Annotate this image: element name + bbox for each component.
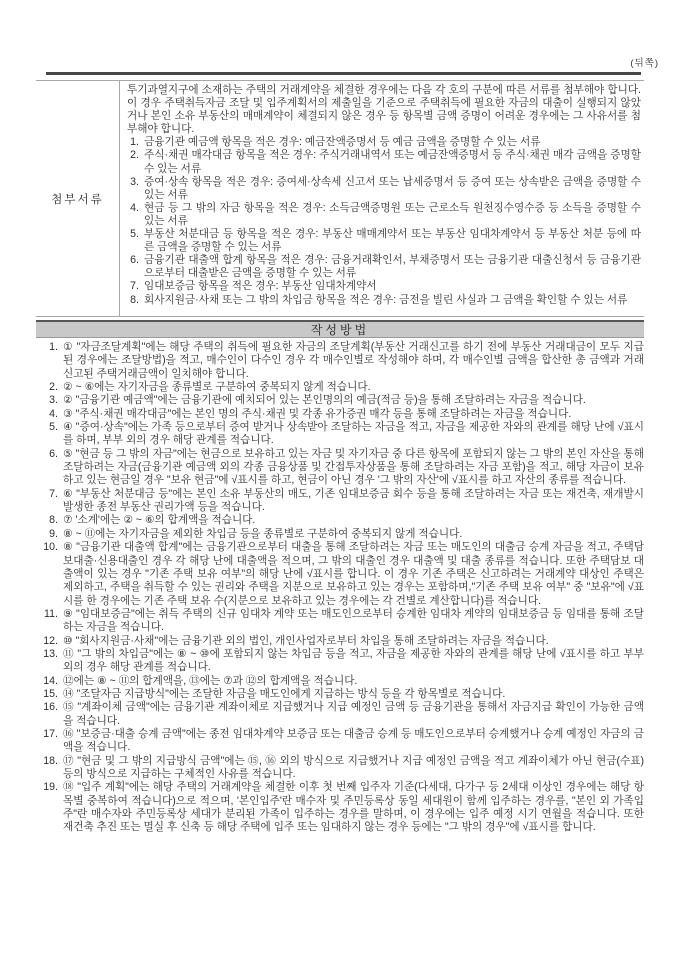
instruction-item-number: 9.: [49, 527, 58, 540]
attachment-item-text: 현금 등 그 밖의 자금 항목을 적은 경우: 소득금액증명원 또는 근로소득 원천징수영수증 등 소득을 증명할 수 있는 서류: [144, 201, 641, 227]
instruction-item-number: 15.: [43, 687, 58, 700]
instruction-item: [36, 528, 644, 541]
instruction-item-number: 13.: [43, 647, 58, 660]
attachment-item-text: 증여·상속 항목을 적은 경우: 증여세·상속세 신고서 또는 납세증명서 등 증여 또는 상속받은 금액을 증명할 수 있는 서류: [144, 175, 641, 201]
attachment-item-number: 6.: [130, 254, 139, 267]
attachment-item-text: 금융기관 예금액 항목을 적은 경우: 예금잔액증명서 등 예금 금액을 증명할 수 있는 서류: [144, 136, 541, 149]
instruction-item-text: ③ "주식·채권 매각대금"에는 본인 명의 주식·채권 및 각종 유가증권 매각 등을 통해 조달하려는 자금을 적습니다.: [63, 407, 572, 420]
back-side-label: (뒤쪽): [630, 58, 659, 69]
instruction-item: [36, 394, 644, 407]
instructions-list: [36, 341, 644, 835]
instruction-item-number: 6.: [49, 447, 58, 460]
instruction-item: [36, 781, 644, 834]
instruction-item-text: ⑤ "현금 등 그 밖의 자금"에는 현금으로 보유하고 있는 자금 및 자기자금 중 다른 항목에 포함되지 않는 그 밖의 본인 자산을 통해 조달하려는 자금(금융기관 예금액 외의 각종 금융상품 및 간접투자상품을 통해 조달하려는 자금 포함)을 적고, 해당 자금이 보유하고 있는 현금일 경우 "보유 현금"에 √표시를 하고, 현금이 아닌 경우 '그 밖의 자산'에 √표시를 하고 자산의 종류를 적습니다.: [63, 447, 644, 487]
instruction-item: [36, 408, 644, 421]
instruction-item-number: 5.: [49, 421, 58, 434]
instruction-item-number: 19.: [43, 781, 58, 794]
instruction-item: [36, 541, 644, 608]
attachments-row-label: 첨부서류: [51, 193, 104, 206]
attachment-item-text: 주식·채권 매각대금 항목을 적은 경우: 주식거래내역서 또는 예금잔액증명서 등 주식·채권 매각 금액을 증명할 수 있는 서류: [144, 149, 641, 175]
instruction-item: [36, 341, 644, 381]
instruction-item: [36, 728, 644, 755]
instruction-item-number: 18.: [43, 754, 58, 767]
instruction-item-number: 16.: [43, 701, 58, 714]
instruction-item: [36, 488, 644, 515]
instruction-item-text: ⑧ ~ ⑪에는 자기자금을 제외한 차입금 등을 종류별로 구분하여 중복되지 않게 적습니다.: [63, 527, 463, 540]
attachment-item-number: 7.: [130, 280, 139, 293]
instruction-item-number: 17.: [43, 727, 58, 740]
instruction-item-number: 2.: [49, 381, 58, 394]
instruction-item-number: 12.: [43, 634, 58, 647]
instruction-item-text: ① "자금조달계획"에는 해당 주택의 취득에 필요한 자금의 조달계획(부동산 거래신고를 하기 전에 부동산 거래대금이 모두 지급된 경우에는 조달방법)을 적고, 매수인이 다수인 경우 각 매수인별로 작성해야 하며, 각 매수인별 금액을 합산한 총 금액과 거래신고된 주택거래금액이 일치해야 합니다.: [63, 341, 644, 380]
attachment-item-number: 8.: [130, 293, 139, 306]
instruction-item: [36, 421, 644, 448]
instruction-item-text: ⑦ '소계'에는 ② ~ ⑥의 합계액을 적습니다.: [63, 514, 256, 527]
instruction-item: [36, 448, 644, 488]
attachment-item: [127, 294, 641, 307]
instruction-item-number: 3.: [49, 394, 58, 407]
instruction-item-text: ⑮ "계좌이체 금액"에는 금융기관 계좌이체로 지급했거나 지급 예정인 금액 등 금융기관을 통해서 자금지급 확인이 가능한 금액을 적습니다.: [63, 701, 644, 727]
instruction-item: [36, 381, 644, 394]
instruction-item-number: 8.: [49, 514, 58, 527]
attachments-intro: 투기과열지구에 소재하는 주택의 거래계약을 체결한 경우에는 다음 각 호의 구분에 따른 서류를 첨부해야 합니다. 이 경우 주택취득자금 조달 및 입주계획서의 제출일을 기준으로 주택취득에 필요한 자금의 대출이 실행되지 않았거나 본인 소유 부동산의 매매계약이 체결되지 않은 경우 등 항목별 금액 증명이 어려운 경우에는 그 사유서를 첨부해야 합니다.: [127, 84, 641, 136]
instruction-item-number: 7.: [49, 487, 58, 500]
instruction-item-text: ⑯ "보증금·대출 승계 금액"에는 종전 임대차계약 보증금 또는 대출금 승계 등 매도인으로부터 승계했거나 승계 예정인 자금의 금액을 적습니다.: [63, 727, 644, 754]
instruction-item: [36, 635, 644, 648]
instruction-item-text: ② ~ ⑥에는 자기자금을 종류별로 구분하여 중복되지 않게 적습니다.: [63, 381, 371, 394]
instruction-item-number: 4.: [49, 407, 58, 420]
instruction-item-text: ⑥ "부동산 처분대금 등"에는 본인 소유 부동산의 매도, 기존 임대보증금 회수 등을 통해 조달하려는 자금 또는 재건축, 재개발시 발생한 종전 부동산 권리가액 등을 적습니다.: [63, 487, 644, 514]
instruction-item-text: ⑭ "조달자금 지급방식"에는 조달한 자금을 매도인에게 지급하는 방식 등을 각 항목별로 적습니다.: [63, 687, 506, 700]
instruction-item: [36, 675, 644, 688]
attachment-item: [127, 176, 641, 202]
attachment-item-text: 회사지원금·사채 또는 그 밖의 차입금 항목을 적은 경우: 금전을 빌린 사실과 그 금액을 확인할 수 있는 서류: [144, 293, 628, 306]
instruction-item-number: 1.: [49, 341, 58, 353]
instruction-item-text: ⑩ "회사지원금·사채"에는 금융기관 외의 법인, 개인사업자로부터 차입을 통해 조달하려는 자금을 적습니다.: [63, 634, 549, 647]
attachment-item: [127, 254, 641, 280]
attachment-item-number: 2.: [130, 149, 139, 162]
instruction-item-text: ⑧ "금융기관 대출액 합계"에는 금융기관으로부터 대출을 통해 조달하려는 자금 또는 매도인의 대출금 승계 자금을 적고, 주택담보대출·신용대출인 경우 각 해당 난에 대출액을 적으며, 그 밖의 대출인 경우 대출액 및 대출 종류를 적습니다. 또한 주택담보 대출액이 있는 경우 "기존 주택 보유 여부"의 해당 난에 √표시를 합니다. 이 경우 기존 주택은 신고하려는 거래계약 대상인 주택은 제외하고, 주택을 취득할 수 있는 권리와 주택을 지분으로 보유하고 있는 경우는 포함하며,"기존 주택 보유 여부" 중 "보유"에 √표시를 한 경우에는 기존 주택 보유 수(지분으로 보유하고 있는 경우에는 각 건별로 계산합니다)를 적습니다.: [63, 541, 644, 607]
instruction-item: [36, 648, 644, 675]
attachment-item: [127, 280, 641, 293]
attachment-item-text: 금융기관 대출액 합계 항목을 적은 경우: 금융거래확인서, 부채증명서 또는 금융기관 대출신청서 등 금융기관으로부터 대출받은 금액을 증명할 수 있는 서류: [144, 254, 641, 280]
instruction-item-number: 10.: [43, 541, 58, 554]
attachment-item: [127, 202, 641, 228]
instructions-header: [36, 320, 644, 338]
attachment-item-text: 임대보증금 항목을 적은 경우: 부동산 임대차계약서: [144, 280, 377, 293]
instruction-item: [36, 688, 644, 701]
instructions-title: 작성방법: [310, 323, 370, 337]
attachment-item-number: 5.: [130, 228, 139, 241]
instruction-item-text: ② "금융기관 예금액"에는 금융기관에 예치되어 있는 본인명의의 예금(적금 등)을 통해 조달하려는 자금을 적습니다.: [63, 394, 586, 407]
instruction-item-text: ⑰ "현금 및 그 밖의 지급방식 금액"에는 ⑮, ⑯ 외의 방식으로 지급했거나 지급 예정인 금액을 적고 계좌이체가 아닌 현금(수표) 등의 방식으로 지급하는 구체적인 사유를 적습니다.: [63, 754, 644, 780]
header-rule: [46, 72, 641, 75]
attachment-item-text: 부동산 처분대금 등 항목을 적은 경우: 부동산 매매계약서 또는 부동산 임대차계약서 등 부동산 처분 등에 따른 금액을 증명할 수 있는 서류: [144, 228, 641, 254]
instruction-item-number: 14.: [43, 674, 58, 687]
instruction-item-text: ⑫에는 ⑧ ~ ⑪의 합계액을, ⑬에는 ⑦과 ⑫의 합계액을 적습니다.: [63, 674, 358, 687]
instruction-item: [36, 514, 644, 527]
instruction-item: [36, 701, 644, 728]
attachment-item-number: 1.: [130, 136, 139, 149]
attachment-item-number: 3.: [130, 175, 139, 188]
attachment-item: [127, 228, 641, 254]
attachments-cell: [119, 81, 644, 316]
instruction-item-text: ⑨ "임대보증금"에는 취득 주택의 신규 임대차 계약 또는 매도인으로부터 승계한 임대차 계약의 임대보증금 등 임대를 통해 조달하는 자금을 적습니다.: [63, 607, 644, 634]
attachment-item: [127, 136, 641, 149]
instruction-item: [36, 755, 644, 782]
instruction-item: [36, 608, 644, 635]
attachment-item: [127, 149, 641, 175]
attachment-item-number: 4.: [130, 201, 139, 214]
attachments-table: [36, 80, 644, 317]
instruction-item-text: ⑪ "그 밖의 차입금"에는 ⑧ ~ ⑩에 포함되지 않는 차입금 등을 적고, 자금을 제공한 자와의 관계를 해당 난에 √표시를 하고 부부 외의 경우 해당 관계를 적습니다.: [63, 647, 644, 674]
attachments-list: [127, 136, 641, 306]
instruction-item-number: 11.: [44, 607, 58, 620]
instruction-item-text: ⑱ "입주 계획"에는 해당 주택의 거래계약을 체결한 이후 첫 번째 입주자 기준(다세대, 다가구 등 2세대 이상인 경우에는 해당 항목별 중복하여 적습니다)으로 적으며, '본인입주'란 매수자 및 주민등록상 동일 세대원이 함께 입주하는 경우를, "본인 외 가족입주"란 매수자와 주민등록상 세대가 분리된 가족이 입주하는 경우를 말하며, 이 경우에는 입주 예정 시기 연월을 적습니다. 또한 재건축 추진 또는 멸실 후 신축 등 해당 주택에 입주 또는 임대하지 않는 경우 등에는 "그 밖의 경우"에 √표시를 합니다.: [63, 781, 644, 834]
instruction-item-text: ④ "증여·상속"에는 가족 등으로부터 증여 받거나 상속받아 조달하는 자금을 적고, 자금을 제공한 자와의 관계를 해당 난에 √표시를 하며, 부부 외의 경우 해당 관계를 적습니다.: [63, 421, 644, 447]
